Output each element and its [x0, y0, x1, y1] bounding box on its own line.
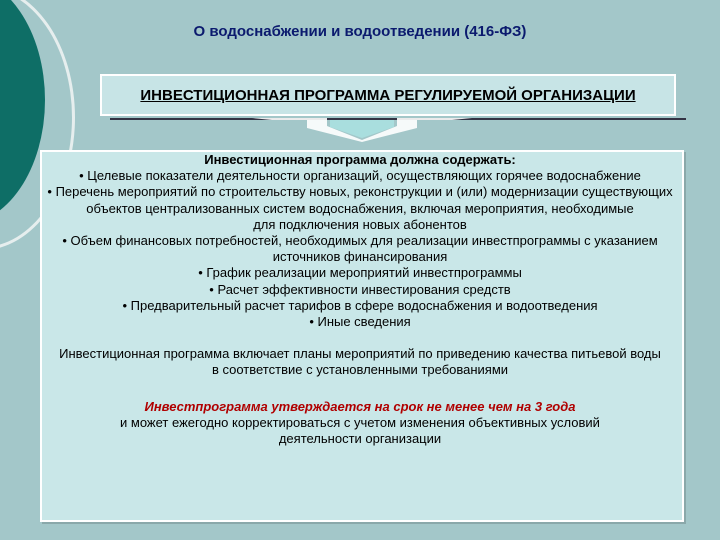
down-arrow-icon [252, 116, 472, 142]
list-item: • Иные сведения [309, 314, 411, 330]
list-item: • Предварительный расчет тарифов в сфере водоснабжения и водоотведения [122, 297, 598, 313]
header-box [100, 74, 676, 116]
header-text: ИНВЕСТИЦИОННАЯ ПРОГРАММА РЕГУЛИРУЕМОЙ ОРГАНИЗАЦИИ [140, 86, 636, 104]
slide-title: О водоснабжении и водоотведении (416-ФЗ) [193, 23, 527, 40]
list-item: источников финансирования [272, 249, 448, 265]
plans-text: Инвестиционная программа включает планы мероприятий по приведению качества питьевой воды [59, 346, 661, 362]
list-item: для подключения новых абонентов [253, 216, 467, 232]
list-item: объектов централизованных систем водоснабжения, включая мероприятия, необходимые [86, 200, 634, 216]
intro-text: Инвестиционная программа должна содержать: [204, 152, 516, 167]
list-item: • Объем финансовых потребностей, необходимых для реализации инвестпрограммы с указанием [62, 233, 658, 249]
plans-text: в соответствие с установленными требованиями [211, 362, 509, 378]
correction-text: деятельности организации [278, 431, 442, 447]
approval-text: Инвестпрограмма утверждается на срок не менее чем на 3 года [144, 398, 576, 414]
list-item: • Целевые показатели деятельности организаций, осуществляющих горячее водоснабжение [79, 168, 641, 184]
content-text [0, 152, 720, 447]
list-item: • График реализации мероприятий инвестпрограммы [198, 265, 522, 281]
correction-text: и может ежегодно корректироваться с учетом изменения объективных условий [120, 414, 600, 430]
list-item: • Перечень мероприятий по строительству новых, реконструкции и (или) модернизации существующих [47, 184, 673, 200]
list-item: • Расчет эффективности инвестирования средств [209, 281, 511, 297]
